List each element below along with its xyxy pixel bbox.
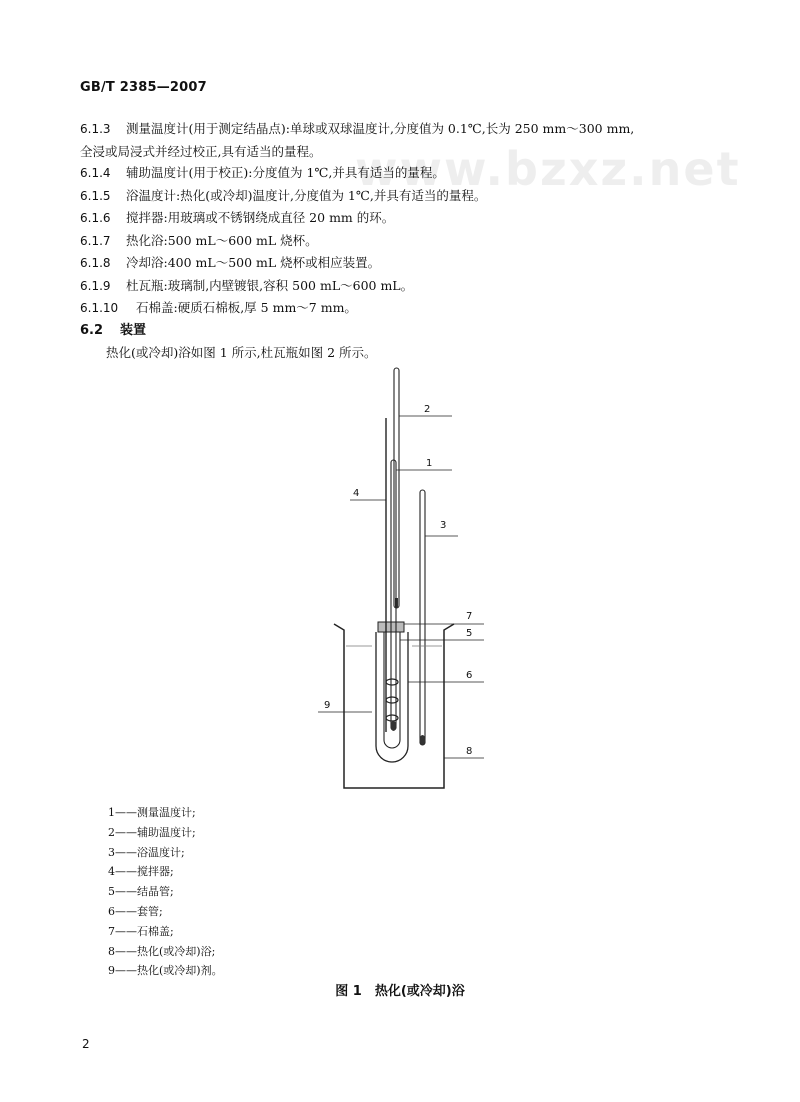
standard-code-header: GB/T 2385—2007 [80,80,207,95]
clause-number: 6.1.8 [80,256,111,270]
clause-text: 石棉盖:硬质石棉板,厚 5 mm～7 mm。 [136,300,357,315]
legend-item: 5——结晶管; [108,885,174,899]
figure-legend [108,803,223,981]
clause-6-1-8 [80,252,740,275]
clause-number: 6.1.5 [80,188,111,203]
clause-continuation: 全浸或局浸式并经过校正,具有适当的量程。 [80,143,322,159]
callout-9: 9 [324,700,331,711]
clause-number: 6.1.9 [80,278,111,293]
clause-text: 冷却浴:400 mL～500 mL 烧杯或相应装置。 [126,255,381,270]
figure-1-apparatus [0,360,800,800]
clause-6-1-4 [80,162,740,185]
clause-text: 测量温度计(用于测定结晶点):单球或双球温度计,分度值为 0.1℃,长为 250 mm～300 mm, [126,121,635,136]
clause-6-1-5 [80,185,740,208]
clause-6-1-9 [80,275,740,298]
section-heading [80,320,740,342]
callout-2: 2 [424,404,431,415]
watermark: www.bzxz.net [355,142,741,196]
bath-beaker [334,624,454,788]
figure-caption: 图 1 热化(或冷却)浴 [335,984,465,999]
callout-7: 7 [466,611,473,622]
clause-6-1-3 [80,118,740,141]
callout-8: 8 [466,746,473,757]
clause-text: 浴温度计:热化(或冷却)温度计,分度值为 1℃,并具有适当的量程。 [126,187,487,203]
clause-text: 杜瓦瓶:玻璃制,内壁镀银,容积 500 mL～600 mL。 [126,277,414,293]
legend-item: 4——搅拌器; [108,865,174,879]
legend-item: 9——热化(或冷却)剂。 [108,964,223,978]
legend-item: 6——套管; [108,904,163,918]
section-number: 6.2 [80,322,104,338]
callout-6: 6 [466,670,473,681]
legend-item: 1——测量温度计; [108,806,196,819]
clause-number: 6.1.3 [80,122,111,136]
clause-6-1-10 [80,297,740,320]
clause-number: 6.1.10 [80,301,119,315]
clause-6-1-6 [80,207,740,230]
clause-number: 6.1.4 [80,166,111,180]
callout-3: 3 [440,520,447,531]
apparatus-diagram [0,360,800,800]
legend-item: 7——石棉盖; [108,924,174,938]
legend-item: 2——辅助温度计; [108,825,196,839]
clause-number: 6.1.7 [80,233,111,248]
bath-thermometer [420,490,425,745]
clause-text: 热化浴:500 mL～600 mL 烧杯。 [126,232,318,248]
clause-text: 辅助温度计(用于校正):分度值为 1℃,并具有适当的量程。 [126,165,445,180]
callout-4: 4 [353,488,360,499]
callout-1: 1 [426,458,433,469]
clause-list [80,118,740,364]
clause-number: 6.1.6 [80,211,111,225]
section-title: 装置 [120,322,147,338]
clause-text: 搅拌器:用玻璃或不锈钢绕成直径 20 mm 的环。 [126,210,395,225]
section-intro: 热化(或冷却)浴如图 1 所示,杜瓦瓶如图 2 所示。 [106,344,377,360]
clause-6-1-7 [80,230,740,253]
legend-item: 3——浴温度计; [108,845,185,859]
callout-5: 5 [466,628,473,639]
legend-item: 8——热化(或冷却)浴; [108,944,216,958]
page-number: 2 [82,1037,90,1051]
